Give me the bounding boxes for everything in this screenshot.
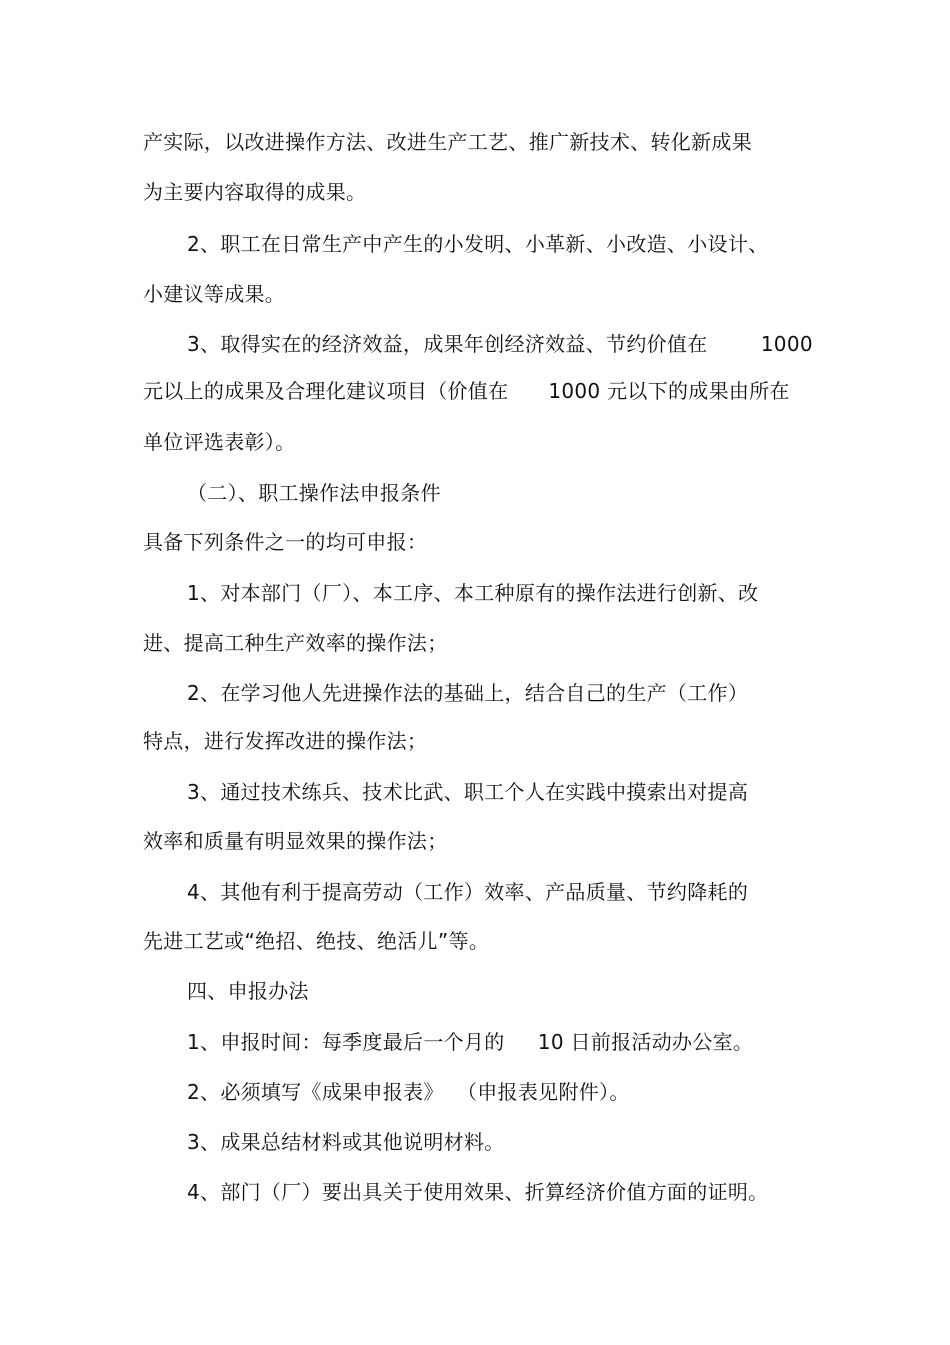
paragraph-line: 进、提高工种生产效率的操作法； (143, 631, 448, 655)
paragraph-line: 特点，进行发挥改进的操作法； (143, 729, 428, 753)
paragraph-line: 4、部门（厂）要出具关于使用效果、折算经济价值方面的证明。 (187, 1180, 769, 1204)
paragraph-line: 2、必须填写《成果申报表》 （申报表见附件）。 (187, 1080, 630, 1104)
paragraph-line: 元以上的成果及合理化建议项目（价值在 1000 元以下的成果由所在 (143, 379, 790, 403)
paragraph-line: 产实际，以改进操作方法、改进生产工艺、推广新技术、转化新成果 (143, 130, 752, 154)
paragraph-line: 3、通过技术练兵、技术比武、职工个人在实践中摸索出对提高 (187, 780, 749, 804)
paragraph-line: 单位评选表彰）。 (143, 430, 296, 454)
paragraph-line: 1、申报时间：每季度最后一个月的 10 日前报活动办公室。 (187, 1030, 754, 1054)
section-heading: 四、申报办法 (187, 979, 309, 1003)
paragraph-line: 具备下列条件之一的均可申报： (143, 530, 428, 554)
paragraph-line: 1、对本部门（厂）、本工序、本工种原有的操作法进行创新、改 (187, 581, 759, 605)
paragraph-line: 2、在学习他人先进操作法的基础上，结合自己的生产（工作） (187, 681, 749, 705)
paragraph-line: 效率和质量有明显效果的操作法； (143, 829, 448, 853)
section-heading: （二）、职工操作法申报条件 (187, 481, 441, 505)
paragraph-line: 小建议等成果。 (143, 282, 286, 306)
paragraph-line: 2、职工在日常生产中产生的小发明、小革新、小改造、小设计、 (187, 232, 769, 256)
paragraph-line: 先进工艺或“绝招、绝技、绝活儿”等。 (143, 929, 490, 953)
paragraph-line: 4、其他有利于提高劳动（工作）效率、产品质量、节约降耗的 (187, 880, 749, 904)
paragraph-line: 为主要内容取得的成果。 (143, 180, 367, 204)
paragraph-line: 3、取得实在的经济效益，成果年创经济效益、节约价值在 1000 (187, 332, 813, 356)
paragraph-line: 3、成果总结材料或其他说明材料。 (187, 1130, 505, 1154)
